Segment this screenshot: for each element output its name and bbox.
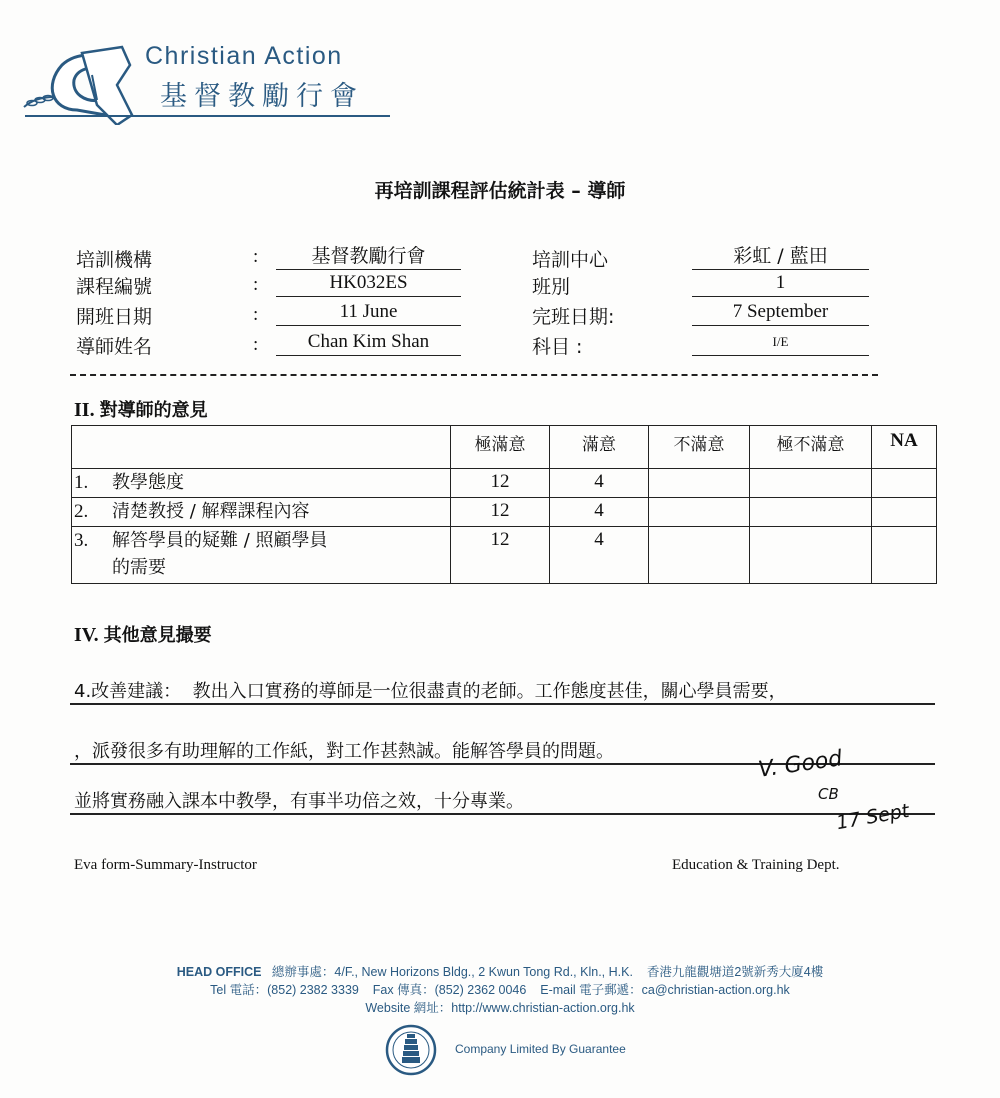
header-satisfied: 滿意 — [550, 426, 649, 469]
header-na: NA — [872, 426, 937, 469]
comment-line-2: ，派發很多有助理解的工作紙，對工作甚熱誠。能解答學員的問題。 — [74, 741, 614, 762]
pagoda-seal-icon — [385, 1024, 437, 1081]
value-class: 1 — [692, 270, 869, 297]
label-course-code: 課程編號 — [76, 276, 153, 298]
cell-satisfied: 4 — [550, 498, 649, 527]
section-2-number: II. — [74, 399, 95, 421]
label-subject: 科目 : — [532, 336, 583, 358]
comment-line-3: 並將實務融入課本中教學，有事半功倍之效，十分專業。 — [74, 791, 524, 812]
dove-logo-icon — [22, 45, 152, 130]
value-instructor: Chan Kim Shan — [276, 329, 461, 356]
instructor-evaluation-table — [71, 425, 937, 584]
row-label-continued: 的需要 — [112, 557, 166, 578]
label-instructor: 導師姓名 — [76, 336, 153, 358]
colon: : — [253, 334, 259, 355]
label-training-center: 培訓中心 — [532, 249, 609, 271]
value-training-org: 基督教勵行會 — [276, 243, 461, 270]
handwritten-date: 17 Sept — [834, 799, 911, 835]
contact-line — [0, 980, 1000, 998]
form-title: 再培訓課程評估統計表 – 導師 — [374, 180, 626, 202]
address-en: 總辦事處：4/F., New Horizons Bldg., 2 Kwun Tong Rd., Kln., H.K. — [271, 965, 633, 979]
cell-very-satisfied: 12 — [451, 527, 550, 584]
row-item — [72, 527, 451, 584]
row-item — [72, 469, 451, 498]
org-name-en: Christian Action — [145, 42, 343, 70]
header-blank — [72, 426, 451, 469]
cell-very-satisfied: 12 — [451, 498, 550, 527]
form-name: Eva form-Summary-Instructor — [74, 857, 257, 873]
row-number: 1. — [74, 472, 89, 493]
header-very-satisfied: 極滿意 — [451, 426, 550, 469]
value-course-code: HK032ES — [276, 270, 461, 297]
website: Website 網址：http://www.christian-action.org.hk — [365, 1001, 635, 1015]
value-end-date: 7 September — [692, 299, 869, 326]
value-start-date: 11 June — [276, 299, 461, 326]
head-office-address — [0, 962, 1000, 980]
section-2-title: 對導師的意見 — [99, 400, 208, 421]
handwritten-note: V. Good — [756, 746, 844, 783]
row-item — [72, 498, 451, 527]
department: Education & Training Dept. — [672, 857, 840, 873]
cell-unsatisfied — [649, 527, 750, 584]
row-number: 3. — [74, 530, 89, 551]
section-4-title: 其他意見撮要 — [103, 625, 212, 646]
row-number: 2. — [74, 501, 89, 522]
dashed-divider — [70, 374, 878, 376]
header-very-unsatisfied: 極不滿意 — [750, 426, 872, 469]
header-unsatisfied: 不滿意 — [649, 426, 750, 469]
head-office-label: HEAD OFFICE — [176, 965, 262, 979]
value-training-center: 彩虹 / 藍田 — [692, 243, 869, 270]
guarantee-text: Company Limited By Guarantee — [455, 1042, 626, 1056]
row-label: 教學態度 — [112, 472, 184, 493]
table-row — [72, 527, 937, 584]
cell-na — [872, 498, 937, 527]
cell-unsatisfied — [649, 498, 750, 527]
cell-unsatisfied — [649, 469, 750, 498]
section-4-heading — [74, 621, 212, 647]
cell-very-unsatisfied — [750, 527, 872, 584]
org-name-zh: 基督教勵行會 — [160, 81, 364, 112]
table-row — [72, 469, 937, 498]
comment-underline — [70, 813, 935, 815]
value-subject: I/E — [692, 329, 869, 356]
colon: : — [253, 274, 259, 295]
cell-satisfied: 4 — [550, 469, 649, 498]
cell-na — [872, 469, 937, 498]
email: E-mail 電子郵遞：ca@christian-action.org.hk — [540, 983, 790, 997]
colon: : — [253, 246, 259, 267]
cell-na — [872, 527, 937, 584]
label-start-date: 開班日期 — [76, 306, 153, 328]
label-end-date: 完班日期: — [532, 306, 615, 328]
fax: Fax 傳真：(852) 2362 0046 — [372, 983, 527, 997]
cell-satisfied: 4 — [550, 527, 649, 584]
label-training-org: 培訓機構 — [76, 249, 153, 271]
cell-very-satisfied: 12 — [451, 469, 550, 498]
comment-line-1: 4.改善建議： 教出入口實務的導師是一位很盡責的老師。工作態度甚佳，關心學員需要， — [74, 681, 787, 702]
handwritten-initials: CB — [818, 785, 839, 803]
row-label: 清楚教授 / 解釋課程內容 — [112, 501, 310, 522]
section-2-heading — [74, 396, 208, 422]
row-label: 解答學員的疑難 / 照顧學員 — [112, 530, 328, 551]
table-header-row — [72, 426, 937, 469]
address-zh: 香港九龍觀塘道2號新秀大廈4樓 — [646, 965, 824, 979]
section-4-number: IV. — [74, 624, 99, 646]
label-class: 班別 — [532, 276, 571, 298]
colon: : — [253, 304, 259, 325]
telephone: Tel 電話：(852) 2382 3339 — [210, 983, 359, 997]
cell-very-unsatisfied — [750, 498, 872, 527]
table-row — [72, 498, 937, 527]
header-divider — [25, 115, 390, 117]
cell-very-unsatisfied — [750, 469, 872, 498]
comment-underline — [70, 703, 935, 705]
